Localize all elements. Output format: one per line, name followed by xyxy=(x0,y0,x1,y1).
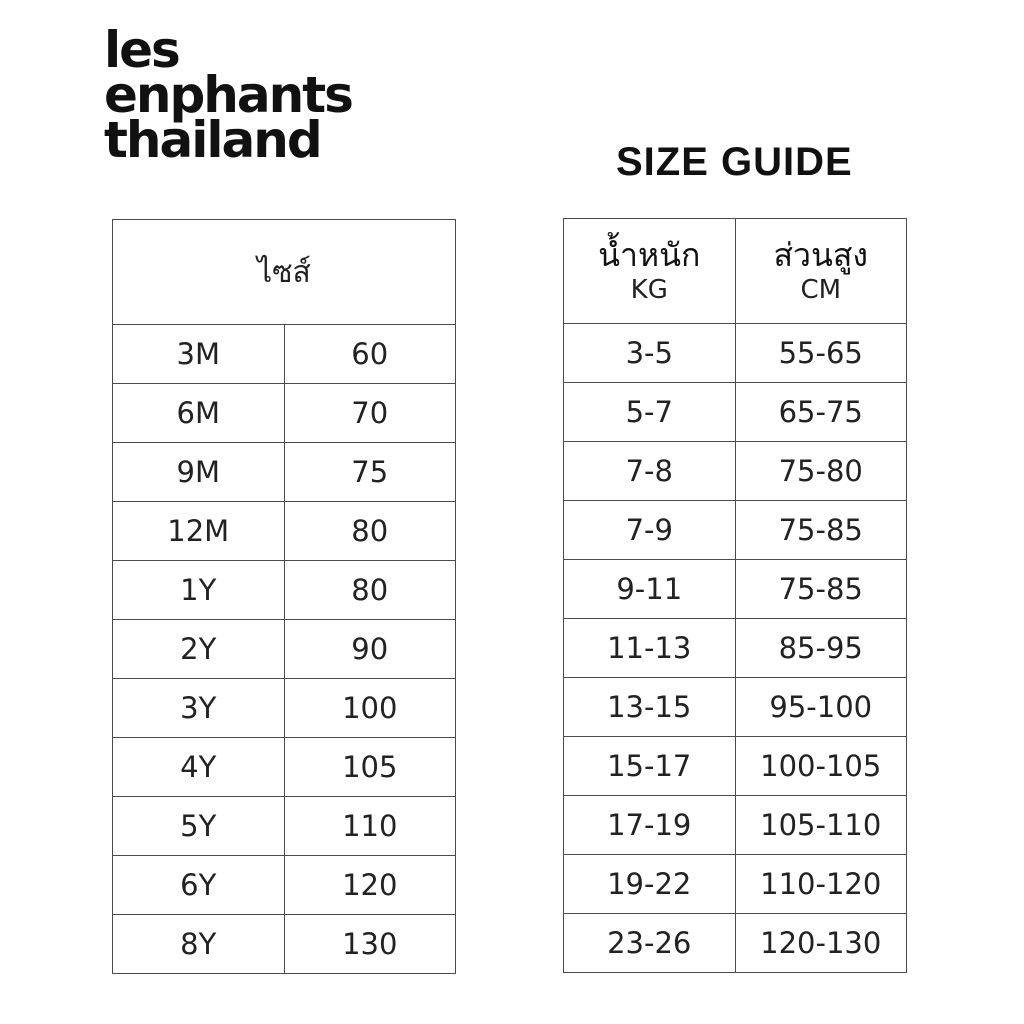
measurement-row xyxy=(564,383,907,442)
height-header-cell xyxy=(735,219,907,324)
measurement-row xyxy=(564,324,907,383)
size-code-cell: 3Y xyxy=(113,679,285,738)
size-value-cell: 80 xyxy=(284,502,456,561)
size-code-cell: 8Y xyxy=(113,915,285,974)
page-title: SIZE GUIDE xyxy=(616,140,853,184)
height-range-cell: 75-80 xyxy=(735,442,907,501)
size-code-cell: 6Y xyxy=(113,856,285,915)
measurement-row xyxy=(564,914,907,973)
brand-logo xyxy=(104,21,352,169)
weight-header: น้ำหนัก xyxy=(598,236,701,274)
weight-range-cell: 17-19 xyxy=(564,796,736,855)
size-code-cell: 5Y xyxy=(113,797,285,856)
size-code-cell: 3M xyxy=(113,325,285,384)
size-code-cell: 2Y xyxy=(113,620,285,679)
size-header: ไซส์ xyxy=(113,220,456,325)
size-value-cell: 130 xyxy=(284,915,456,974)
size-code-cell: 6M xyxy=(113,384,285,443)
size-row xyxy=(113,915,456,974)
measurement-row xyxy=(564,619,907,678)
height-header: ส่วนสูง xyxy=(773,236,869,274)
weight-range-cell: 23-26 xyxy=(564,914,736,973)
weight-range-cell: 5-7 xyxy=(564,383,736,442)
size-value-cell: 60 xyxy=(284,325,456,384)
size-table-header-row xyxy=(113,220,456,325)
size-value-cell: 110 xyxy=(284,797,456,856)
size-code-cell: 12M xyxy=(113,502,285,561)
size-value-cell: 90 xyxy=(284,620,456,679)
measurement-table xyxy=(563,218,907,973)
size-row xyxy=(113,502,456,561)
size-code-cell: 1Y xyxy=(113,561,285,620)
height-range-cell: 95-100 xyxy=(735,678,907,737)
height-range-cell: 75-85 xyxy=(735,501,907,560)
size-row xyxy=(113,443,456,502)
weight-range-cell: 13-15 xyxy=(564,678,736,737)
measurement-row xyxy=(564,737,907,796)
weight-range-cell: 3-5 xyxy=(564,324,736,383)
measurement-table-header-row xyxy=(564,219,907,324)
weight-header-cell xyxy=(564,219,736,324)
weight-range-cell: 19-22 xyxy=(564,855,736,914)
brand-line: les xyxy=(104,21,179,79)
size-row xyxy=(113,384,456,443)
height-range-cell: 120-130 xyxy=(735,914,907,973)
size-row xyxy=(113,561,456,620)
weight-range-cell: 9-11 xyxy=(564,560,736,619)
size-value-cell: 100 xyxy=(284,679,456,738)
measurement-row xyxy=(564,560,907,619)
size-value-cell: 70 xyxy=(284,384,456,443)
weight-range-cell: 7-8 xyxy=(564,442,736,501)
size-code-cell: 9M xyxy=(113,443,285,502)
height-unit: CM xyxy=(800,275,842,305)
size-row xyxy=(113,738,456,797)
height-range-cell: 65-75 xyxy=(735,383,907,442)
height-range-cell: 85-95 xyxy=(735,619,907,678)
size-value-cell: 120 xyxy=(284,856,456,915)
size-row xyxy=(113,856,456,915)
weight-range-cell: 15-17 xyxy=(564,737,736,796)
height-range-cell: 55-65 xyxy=(735,324,907,383)
weight-range-cell: 7-9 xyxy=(564,501,736,560)
brand-line: enphants xyxy=(104,66,352,124)
weight-range-cell: 11-13 xyxy=(564,619,736,678)
brand-line: thailand xyxy=(104,111,321,169)
size-value-cell: 105 xyxy=(284,738,456,797)
size-value-cell: 80 xyxy=(284,561,456,620)
height-range-cell: 110-120 xyxy=(735,855,907,914)
height-range-cell: 100-105 xyxy=(735,737,907,796)
measurement-row xyxy=(564,855,907,914)
size-row xyxy=(113,325,456,384)
size-row xyxy=(113,797,456,856)
measurement-row xyxy=(564,442,907,501)
measurement-row xyxy=(564,501,907,560)
weight-unit: KG xyxy=(630,275,668,305)
size-row xyxy=(113,620,456,679)
size-row xyxy=(113,679,456,738)
measurement-row xyxy=(564,678,907,737)
size-code-cell: 4Y xyxy=(113,738,285,797)
size-value-cell: 75 xyxy=(284,443,456,502)
height-range-cell: 75-85 xyxy=(735,560,907,619)
measurement-row xyxy=(564,796,907,855)
size-table xyxy=(112,219,456,974)
height-range-cell: 105-110 xyxy=(735,796,907,855)
